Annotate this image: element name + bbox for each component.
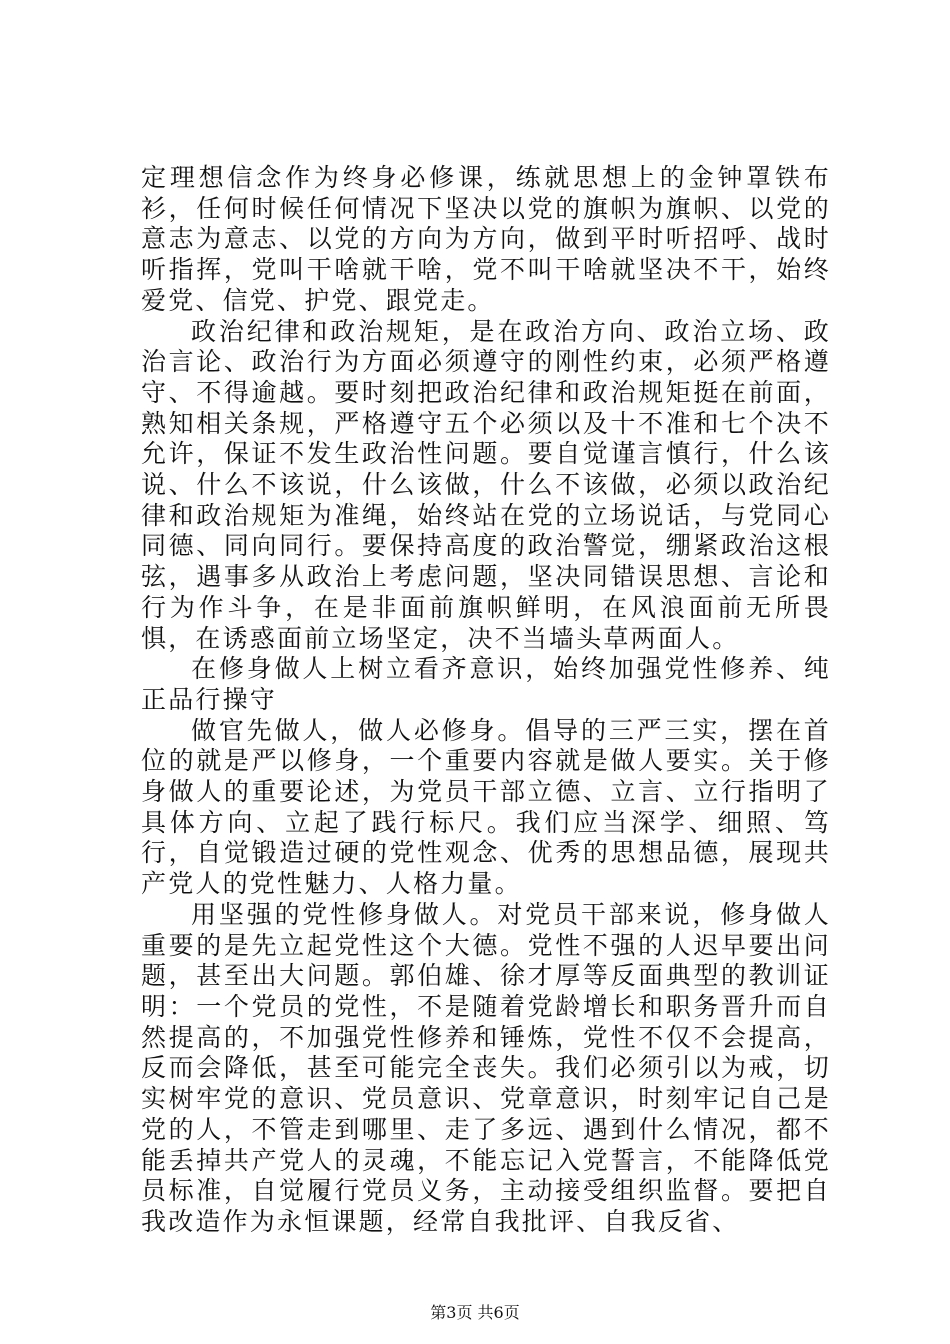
section-heading: 在修身做人上树立看齐意识，始终加强党性修养、纯正品行操守 [141,654,831,714]
paragraph-1: 定理想信念作为终身必修课，练就思想上的金钟罩铁布衫，任何时候任何情况下坚决以党的旗帜为旗帜、以党的意志为意志、以党的方向为方向，做到平时听招呼、战时听指挥，党叫干啥就干啥，党不叫干啥就坚决不干，始终爱党、信党、护党、跟党走。 [141,163,831,315]
document-body [141,163,831,1238]
page-number: 第3页 共6页 [430,1303,520,1322]
paragraph-3: 做官先做人，做人必修身。倡导的三严三实，摆在首位的就是严以修身，一个重要内容就是做人要实。关于修身做人的重要论述，为党员干部立德、立言、立行指明了具体方向、立起了践行标尺。我们应当深学、细照、笃行，自觉锻造过硬的党性观念、优秀的思想品德，展现共产党人的党性魅力、人格力量。 [141,715,831,899]
paragraph-4: 用坚强的党性修身做人。对党员干部来说，修身做人重要的是先立起党性这个大德。党性不强的人迟早要出问题，甚至出大问题。郭伯雄、徐才厚等反面典型的教训证明：一个党员的党性，不是随着党龄增长和职务晋升而自然提高的，不加强党性修养和锤炼，党性不仅不会提高，反而会降低，甚至可能完全丧失。我们必须引以为戒，切实树牢党的意识、党员意识、党章意识，时刻牢记自己是党的人，不管走到哪里、走了多远、遇到什么情况，都不能丢掉共产党人的灵魂，不能忘记入党誓言，不能降低党员标准，自觉履行党员义务，主动接受组织监督。要把自我改造作为永恒课题，经常自我批评、自我反省、 [141,899,831,1236]
paragraph-2: 政治纪律和政治规矩，是在政治方向、政治立场、政治言论、政治行为方面必须遵守的刚性约束，必须严格遵守、不得逾越。要时刻把政治纪律和政治规矩挺在前面，熟知相关条规，严格遵守五个必须以及十不准和七个决不允许，保证不发生政治性问题。要自觉谨言慎行，什么该说、什么不该说，什么该做，什么不该做，必须以政治纪律和政治规矩为准绳，始终站在党的立场说话，与党同心同德、同向同行。要保持高度的政治警觉，绷紧政治这根弦，遇事多从政治上考虑问题，坚决同错误思想、言论和行为作斗争，在是非面前旗帜鲜明，在风浪面前无所畏惧，在诱惑面前立场坚定，决不当墙头草两面人。 [141,316,831,653]
